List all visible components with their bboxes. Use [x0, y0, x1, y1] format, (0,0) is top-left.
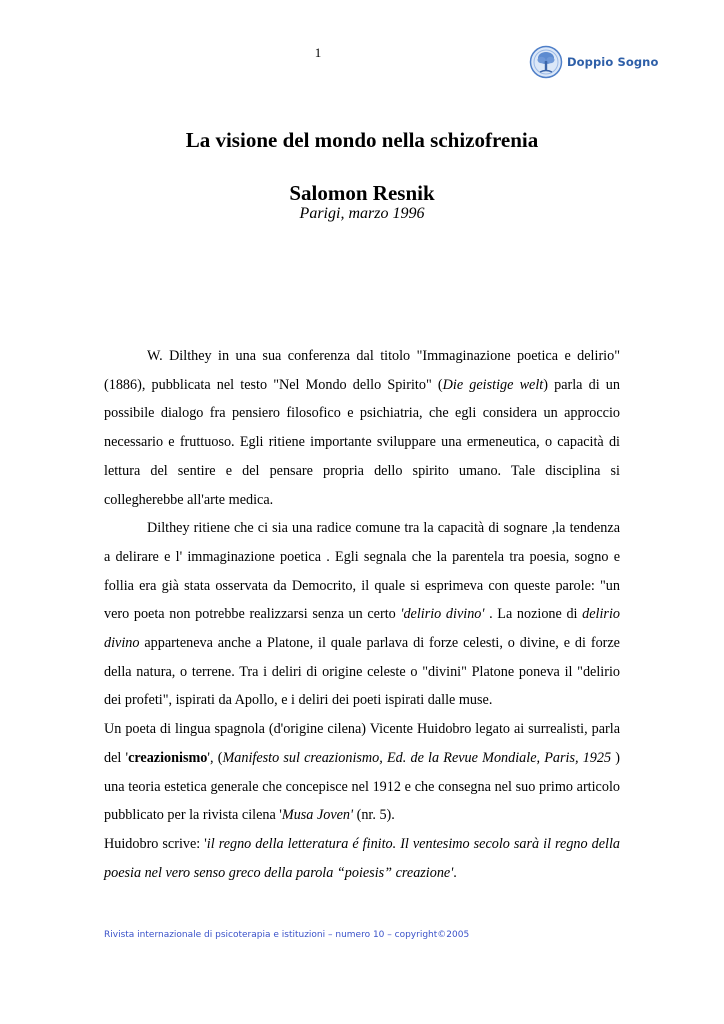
- page-number: 1: [314, 45, 322, 60]
- logo-text: Doppio Sogno: [567, 55, 659, 69]
- paragraph: Un poeta di lingua spagnola (d'origine cilena) Vicente Huidobro legato ai surrealisti, parla del 'creazionismo', (Manifesto sul creazionismo, Ed. de la Revue Mondiale, Paris, 1925 ) una teoria estetica generale che concepisce nel 1912 e che consegna nel suo primo articolo pubblicato per la rivista cilena 'Musa Joven' (nr. 5).: [104, 721, 621, 824]
- place-date: Parigi, marzo 1996: [299, 205, 425, 222]
- document-title: La visione del mondo nella schizofrenia: [185, 128, 539, 152]
- paragraph: Huidobro scrive: 'il regno della letteratura é finito. Il ventesimo secolo sarà il regno della poesia nel vero senso greco della parola “poiesis” creazione'.: [104, 835, 620, 881]
- paragraph: Dilthey ritiene che ci sia una radice comune tra la capacità di sognare ,la tendenza a delirare e l' immaginazione poetica . Egli segnala che la parentela tra poesia, sogno e follia era già stata osservata da Democrito, il quale si esprimeva con queste parole: "un vero poeta non potrebbe realizzarsi senza un certo 'delirio divino' . La nozione di delirio divino apparteneva anche a Platone, il quale parlava di forze celesti, o divine, e di forze della natura, o terrene. Tra i deliri di origine celeste o "divini" Platone poneva il "delirio dei profeti", ispirati da Apollo, e i deliri dei poeti ispirati dalle muse.: [104, 520, 620, 709]
- article-body: [104, 342, 620, 887]
- paragraph: W. Dilthey in una sua conferenza dal titolo "Immaginazione poetica e delirio"(1886), pubblicata nel testo "Nel Mondo dello Spirito" (Die geistige welt) parla di un possibile dialogo fra pensiero filosofico e psichiatria, che egli considera un approccio necessario e fruttuoso. Egli ritiene importante sviluppare una ermeneutica, o capacità di lettura del sentire e del pensare propria dello spirito umano. Tale disciplina si collegherebbe all'arte medica.: [104, 348, 620, 508]
- doppio-sogno-logo: [529, 42, 659, 82]
- author-name: Salomon Resnik: [289, 181, 435, 205]
- footer-copyright: Rivista internazionale di psicoterapia e istituzioni – numero 10 – copyright©2005: [104, 930, 470, 940]
- tree-logo-icon: [529, 45, 563, 79]
